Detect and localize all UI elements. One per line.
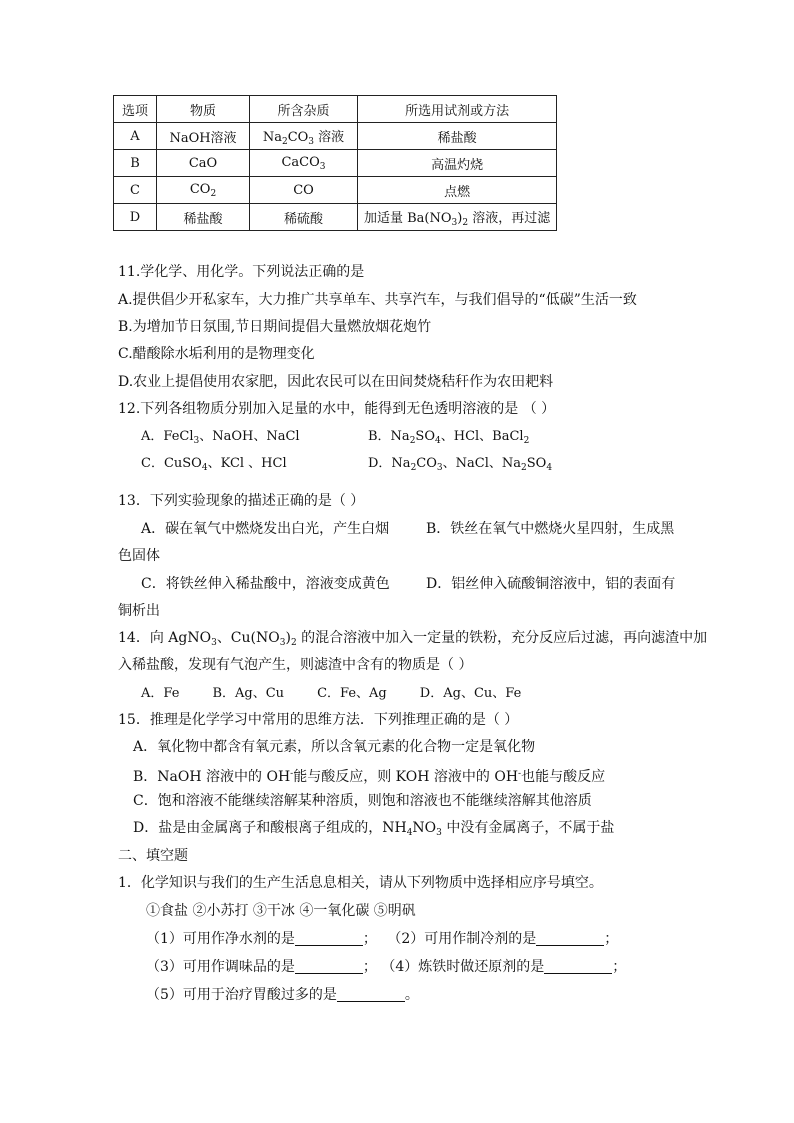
cell-option: A [114,123,157,150]
fill-question-1-stem: 1．化学知识与我们的生产生活息息相关，请从下列物质中选择相应序号填空。 [118,875,603,891]
q13-stem: 13．下列实验现象的描述正确的是（ ） [118,493,365,509]
separator: ； [362,959,377,975]
fill-row-2 [146,957,626,977]
fill-prompt-4: （4）炼铁时做还原剂的是 [381,959,545,975]
table-row [114,150,557,177]
q12-stem: 12.下列各组物质分别加入足量的水中，能得到无色透明溶液的是 （ ） [118,401,556,417]
q13-option-a: A．碳在氧气中燃烧发出白光，产生白烟 [141,521,390,537]
separator: ； [612,959,627,975]
q13-option-d: D．铝丝伸入硫酸铜溶液中，铝的表面有 [426,576,676,592]
cell-impurity: CaCO$_3$ [250,150,358,177]
cell-method: 稀盐酸 [358,123,557,150]
end-mark: 。 [404,987,419,1003]
separator: ； [604,931,619,947]
table-header-row [114,96,557,123]
q12-option-c: C．CuSO$_4$、KCl 、HCl [141,456,287,473]
cell-substance: CaO [157,150,250,177]
q14-stem-continued: 入稀盐酸，发现有气泡产生，则滤渣中含有的物质是（ ） [118,657,473,673]
cell-option: C [114,177,157,204]
fill-prompt-5: （5）可用于治疗胃酸过多的是 [146,987,337,1003]
fill-row-1 [146,929,618,949]
header-option: 选项 [114,96,157,123]
q11-option-c: C.醋酸除水垢利用的是物理变化 [118,346,315,362]
q13-option-b: B．铁丝在氧气中燃烧火星四射，生成黑 [426,521,675,537]
answer-blank-4[interactable] [544,959,612,974]
header-substance: 物质 [157,96,250,123]
q15-option-c: C．饱和溶液不能继续溶解某种溶质，则饱和溶液也不能继续溶解其他溶质 [133,793,592,809]
q12-option-a: A．FeCl$_3$、NaOH、NaCl [141,429,300,446]
table-row [114,177,557,204]
q15-option-a: A．氧化物中都含有氧元素，所以含氧元素的化合物一定是氧化物 [133,739,536,755]
q13-option-b-continued: 色固体 [118,548,160,564]
separator: ； [362,931,377,947]
q14-stem: 14．向 AgNO$_3$、$Cu(NO_3)_2$ 的混合溶液中加入一定量的铁粉，充分反应后过滤，再向滤渣中加 [118,630,708,648]
cell-substance: NaOH溶液 [157,123,250,150]
answer-blank-3[interactable] [295,959,363,974]
answer-blank-2[interactable] [536,931,604,946]
table-row [114,123,557,150]
q13-option-c: C．将铁丝伸入稀盐酸中，溶液变成黄色 [141,576,390,592]
cell-option: D [114,204,157,231]
header-method: 所选用试剂或方法 [358,96,557,123]
cell-substance: 稀盐酸 [157,204,250,231]
section-title: 二、填空题 [118,848,188,864]
options-table [113,95,557,231]
fill-prompt-1: （1）可用作净水剂的是 [146,931,295,947]
cell-impurity: $Na_2CO_3$ 溶液 [250,123,358,150]
fill-prompt-3: （3）可用作调味品的是 [146,959,295,975]
cell-method: 高温灼烧 [358,150,557,177]
q15-stem: 15．推理是化学学习中常用的思维方法．下列推理正确的是（ ） [118,712,519,728]
cell-method: 加适量 $Ba(NO_3)_2$ 溶液，再过滤 [358,204,557,231]
q12-option-d: D．$Na_2CO_3$、NaCl、$Na_2SO_4$ [368,456,553,473]
cell-method: 点燃 [358,177,557,204]
fill-prompt-2: （2）可用作制冷剂的是 [387,931,537,947]
q11-stem: 11.学化学、用化学。下列说法正确的是 [118,264,365,280]
fill-row-3 [146,985,419,1005]
cell-impurity: 稀硫酸 [250,204,358,231]
q15-option-d: D．盐是由金属离子和酸根离子组成的，$NH_4NO_3$ 中没有金属离子，不属于盐 [133,820,615,838]
header-impurity: 所含杂质 [250,96,358,123]
q14-options: A．Fe B．Ag、Cu C．Fe、Ag D．Ag、Cu、Fe [141,686,522,701]
answer-blank-5[interactable] [337,987,405,1002]
answer-blank-1[interactable] [295,931,363,946]
q13-option-d-continued: 铜析出 [118,603,160,619]
cell-substance: $CO_2$ [157,177,250,204]
cell-impurity: CO [250,177,358,204]
q12-option-b: B．$Na_2SO_4$、HCl、BaCl$_2$ [368,429,530,446]
substance-list: ①食盐 ②小苏打 ③干冰 ④一氧化碳 ⑤明矾 [146,903,416,919]
q11-option-d: D.农业上提倡使用农家肥，因此农民可以在田间焚烧秸秆作为农田耙料 [118,374,554,390]
cell-option: B [114,150,157,177]
table-row [114,204,557,231]
q11-option-a: A.提供倡少开私家车，大力推广共享单车、共享汽车，与我们倡导的“低碳”生活一致 [118,292,637,308]
q11-option-b: B.为增加节日氛围,节日期间提倡大量燃放烟花炮竹 [118,319,432,335]
q15-option-b: B．NaOH 溶液中的 OH-能与酸反应，则 KOH 溶液中的 OH-也能与酸反应 [133,769,606,785]
